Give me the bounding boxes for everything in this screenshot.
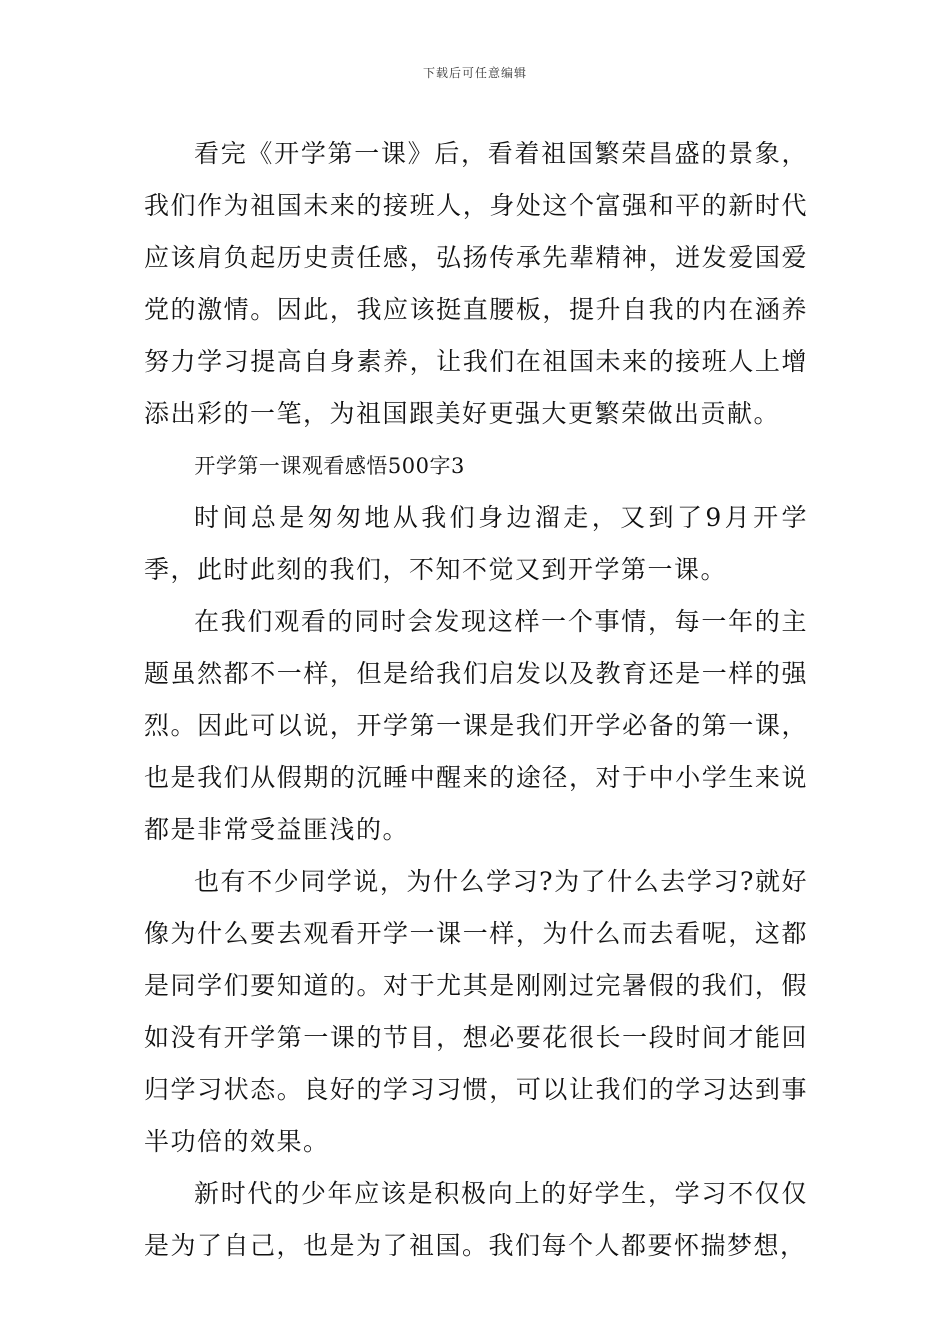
paragraph: 时间总是匆匆地从我们身边溜走，又到了9月开学季，此时此刻的我们，不知不觉又到开学第一课。 [144, 503, 808, 584]
section-heading: 开学第一课观看感悟500字3 [194, 454, 465, 478]
paragraph: 在我们观看的同时会发现这样一个事情，每一年的主题虽然都不一样，但是给我们启发以及教育还是一样的强烈。因此可以说，开学第一课是我们开学必备的第一课，也是我们从假期的沉睡中醒来的途径，对于中小学生来说都是非常受益匪浅的。 [144, 607, 808, 844]
paragraph: 看完《开学第一课》后，看着祖国繁荣昌盛的景象，我们作为祖国未来的接班人，身处这个富强和平的新时代应该肩负起历史责任感，弘扬传承先辈精神，迸发爱国爱党的激情。因此，我应该挺直腰板，提升自我的内在涵养努力学习提高自身素养，让我们在祖国未来的接班人上增添出彩的一笔，为祖国跟美好更强大更繁荣做出贡献。 [144, 139, 808, 428]
paragraph: 新时代的少年应该是积极向上的好学生，学习不仅仅是为了自己，也是为了祖国。我们每个人都要怀揣梦想， [144, 1179, 808, 1260]
header-note: 下载后可任意编辑 [422, 66, 527, 80]
document-body [144, 128, 808, 1272]
paragraph: 也有不少同学说，为什么学习?为了什么去学习?就好像为什么要去观看开学一课一样，为什么而去看呢，这都是同学们要知道的。对于尤其是刚刚过完暑假的我们，假如没有开学第一课的节目，想必要花很长一段时间才能回归学习状态。良好的学习习惯，可以让我们的学习达到事半功倍的效果。 [144, 867, 808, 1156]
